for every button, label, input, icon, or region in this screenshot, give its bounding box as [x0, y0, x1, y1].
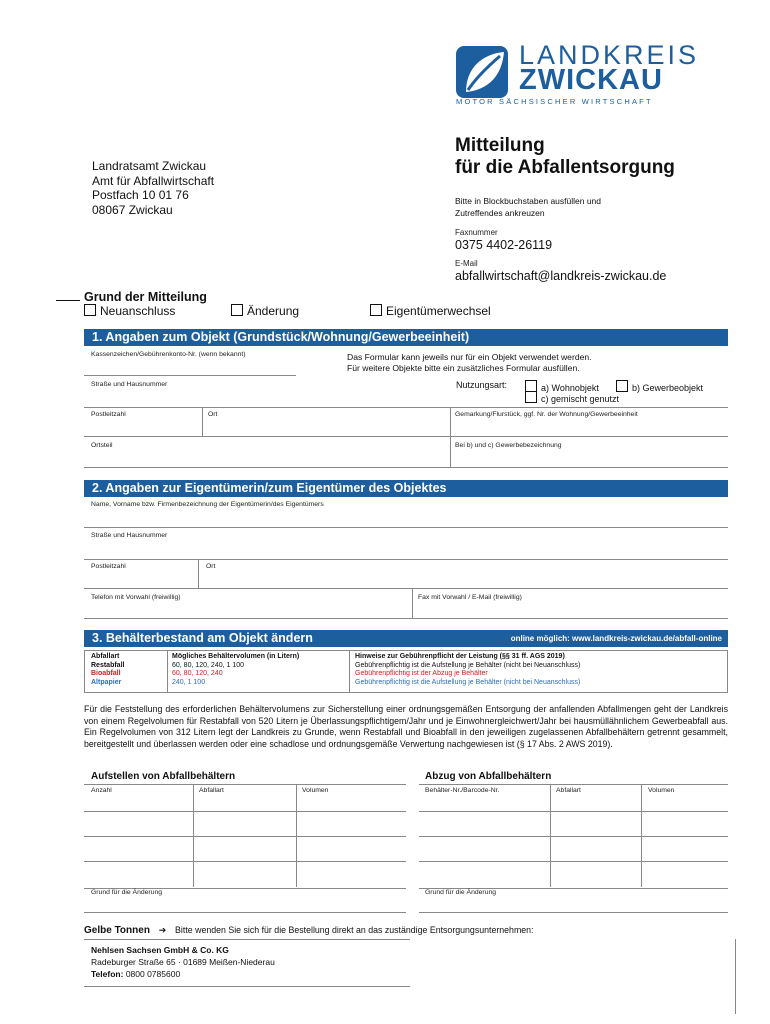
leaf-icon: [456, 46, 508, 98]
phone-label: Telefon:: [91, 969, 124, 979]
phone-number: 0800 0785600: [125, 969, 181, 979]
col-abfallart: Abfallart: [199, 787, 224, 794]
option-label: a) Wohnobjekt: [541, 383, 599, 393]
option-label: Neuanschluss: [100, 304, 176, 318]
eigentuemer-name-label: Name, Vorname bzw. Firmenbezeichnung der Eigentümerin/des Eigentümers: [91, 501, 324, 508]
checkbox[interactable]: [231, 304, 243, 316]
eigentuemer-strasse-label: Straße und Hausnummer: [91, 532, 168, 539]
table-row[interactable]: [419, 811, 728, 812]
col-abfallart: Abfallart: [556, 787, 581, 794]
title-line2: für die Abfallentsorgung: [455, 157, 675, 178]
regelvolumen-paragraph: Für die Feststellung des erforderlichen Behältervolumens zur Sicherstellung einer ordnungsgemäßen Entsorgung der anfallenden Abfallmengen geht der Landkreis von einem Regelvolumen für Restabfall von 520 Litern je Überlassungspflichtigem/Jahr und je Einwohnergleichwert/Jahr bei hausmüllähnlichem Gewerbeabfall aus. Ein Regelvolumen von 312 Litern legt der Landkreis zu Grunde, wenn Restabfall und Bioabfall in den jeweiligen zugelassenen Abfallbehältern getrennt gesammelt, bereitgestellt und überlassen werden oder eine schadlose und ordnungsgemäße Verwertung nachgewiesen ist (§ 17 Abs. 2 AWS 2019).: [84, 704, 728, 749]
form-title: [455, 135, 675, 179]
vol-bioabfall: 60, 80, 120, 240: [172, 670, 223, 678]
grund-field-right[interactable]: [419, 912, 728, 913]
table-row[interactable]: [84, 811, 406, 812]
divider: [450, 407, 451, 467]
fold-mark: [56, 300, 80, 301]
abfallart-column: [91, 653, 124, 688]
divider: [84, 588, 728, 589]
table-row[interactable]: [84, 836, 406, 837]
vol-altpapier: 240, 1 100: [172, 679, 206, 687]
divider: [84, 467, 728, 468]
grund-label-left: Grund für die Änderung: [91, 889, 163, 896]
divider: [84, 407, 728, 408]
gewerbe-label: Bei b) und c) Gewerbebezeichnung: [455, 442, 562, 449]
vol-restabfall: 60, 80, 120, 240, 1 100: [172, 661, 245, 669]
gelbe-title: Gelbe Tonnen: [84, 925, 150, 936]
recipient-address: [92, 159, 214, 217]
plz-label: Postleitzahl: [91, 411, 126, 418]
col-anzahl: Anzahl: [91, 787, 112, 794]
ort-label: Ort: [208, 411, 218, 418]
section2-header: [84, 480, 728, 497]
address-line: Postfach 10 01 76: [92, 188, 189, 202]
column-header: Hinweise zur Gebührenpflicht der Leistung (§§ 31 ff. AGS 2019): [355, 653, 565, 660]
hint-line1: Bitte in Blockbuchstaben ausfüllen und: [455, 196, 602, 206]
checkbox[interactable]: [84, 304, 96, 316]
gemarkung-label: Gemarkung/Flurstück, ggf. Nr. der Wohnung/Gewerbeeinheit: [455, 411, 638, 418]
hint-altpapier: Gebührenpflichtig ist die Aufstellung je Behälter (nicht bei Neuanschluss): [355, 679, 581, 687]
hint-line2: Zutreffendes ankreuzen: [455, 208, 545, 218]
option-label: c) gemischt genutzt: [541, 394, 620, 404]
section2-title: 2. Angaben zur Eigentümerin/zum Eigentümer des Objektes: [92, 481, 447, 495]
logo-line1: LANDKREIS: [519, 40, 700, 70]
grund-field-left[interactable]: [84, 912, 406, 913]
divider: [198, 559, 199, 588]
logo-tagline: MOTOR SÄCHSISCHER WIRTSCHAFT: [456, 97, 653, 106]
kassenzeichen-label: Kassenzeichen/Gebührenkonto-Nr. (wenn bekannt): [91, 351, 246, 358]
option-label: Änderung: [247, 304, 300, 318]
email-label: E-Mail: [455, 259, 478, 268]
ortsteil-label: Ortsteil: [91, 442, 113, 449]
address-line: 08067 Zwickau: [92, 202, 173, 217]
option-label: b) Gewerbeobjekt: [632, 383, 704, 393]
company-phone: [91, 968, 275, 980]
divider: [202, 407, 203, 436]
object-note: [347, 352, 592, 374]
hint-bioabfall: Gebührenpflichtig ist der Abzug je Behälter: [355, 670, 488, 678]
logo-mark: [456, 46, 508, 98]
column-header: Mögliches Behältervolumen (in Litern): [172, 653, 300, 660]
section1-title: 1. Angaben zum Objekt (Grundstück/Wohnung/Gewerbeeinheit): [92, 330, 470, 344]
nutzung-gewerbeobjekt[interactable]: [616, 380, 703, 393]
col-volumen: Volumen: [302, 787, 329, 794]
table-row[interactable]: [419, 836, 728, 837]
nutzung-gemischt[interactable]: [525, 391, 619, 404]
gelbe-text: Bitte wenden Sie sich für die Bestellung direkt an das zuständige Entsorgungsunternehmen:: [175, 925, 534, 935]
art-bioabfall: Bioabfall: [91, 670, 121, 678]
grund-label-right: Grund für die Änderung: [425, 889, 497, 896]
reason-neuanschluss[interactable]: [84, 304, 175, 318]
art-restabfall: Restabfall: [91, 661, 125, 669]
reason-title: Grund der Mitteilung: [84, 290, 207, 304]
hint-restabfall: Gebührenpflichtig ist die Aufstellung je Behälter (nicht bei Neuanschluss): [355, 661, 581, 669]
company-block: [91, 944, 275, 980]
section1-header: [84, 329, 728, 346]
divider: [84, 527, 728, 528]
col-volumen: Volumen: [648, 787, 675, 794]
nutzungsart-label: Nutzungsart:: [456, 380, 508, 390]
fax-label: Faxnummer: [455, 228, 498, 237]
company-address: Radeburger Straße 65 · 01689 Meißen-Niederau: [91, 957, 275, 967]
divider: [84, 618, 728, 619]
online-link[interactable]: online möglich: www.landkreis-zwickau.de/abfall-online: [510, 634, 722, 643]
option-label: Eigentümerwechsel: [386, 304, 491, 318]
section3-header: [84, 630, 728, 647]
aufstellen-title: Aufstellen von Abfallbehältern: [91, 771, 236, 782]
col-barcode: Behälter-Nr./Barcode-Nr.: [425, 787, 500, 794]
reason-aenderung[interactable]: [231, 304, 299, 318]
address-line: Landratsamt Zwickau: [92, 159, 207, 173]
divider: [412, 588, 413, 618]
volume-column: [172, 653, 299, 688]
note-line: Das Formular kann jeweils nur für ein Objekt verwendet werden.: [347, 352, 592, 362]
fax-number: 0375 4402-26119: [455, 238, 553, 252]
table-row[interactable]: [419, 861, 728, 862]
eigentuemer-ort-label: Ort: [206, 563, 216, 570]
arrow-right-icon: ➔: [158, 925, 167, 935]
eigentuemer-plz-label: Postleitzahl: [91, 563, 126, 570]
divider: [349, 650, 350, 693]
checkbox[interactable]: [525, 391, 537, 403]
fill-hint: [455, 195, 601, 219]
divider: [84, 559, 728, 560]
note-line: Für weitere Objekte bitte ein zusätzliches Formular ausfüllen.: [347, 363, 580, 373]
hint-column: [355, 653, 580, 688]
divider: [84, 436, 728, 437]
telefon-label: Telefon mit Vorwahl (freiwillig): [91, 594, 181, 601]
section3-title: 3. Behälterbestand am Objekt ändern: [92, 631, 313, 645]
divider: [167, 650, 168, 693]
divider: [735, 939, 736, 1014]
abzug-title: Abzug von Abfallbehältern: [425, 771, 552, 782]
company-name: Nehlsen Sachsen GmbH & Co. KG: [91, 945, 229, 955]
checkbox[interactable]: [370, 304, 382, 316]
art-altpapier: Altpapier: [91, 679, 122, 687]
title-line1: Mitteilung: [455, 135, 545, 156]
address-line: Amt für Abfallwirtschaft: [92, 173, 215, 188]
kassenzeichen-field[interactable]: [84, 375, 296, 376]
gelbe-tonnen-row: [84, 925, 534, 936]
fax-email-label: Fax mit Vorwahl / E-Mail (freiwillig): [418, 594, 522, 601]
reason-eigentuemerwechsel[interactable]: [370, 304, 491, 318]
table-row[interactable]: [84, 861, 406, 862]
column-header: Abfallart: [91, 653, 120, 660]
logo-line2: ZWICKAU: [519, 64, 663, 96]
strasse-label: Straße und Hausnummer: [91, 381, 168, 388]
email-address[interactable]: abfallwirtschaft@landkreis-zwickau.de: [455, 269, 667, 283]
